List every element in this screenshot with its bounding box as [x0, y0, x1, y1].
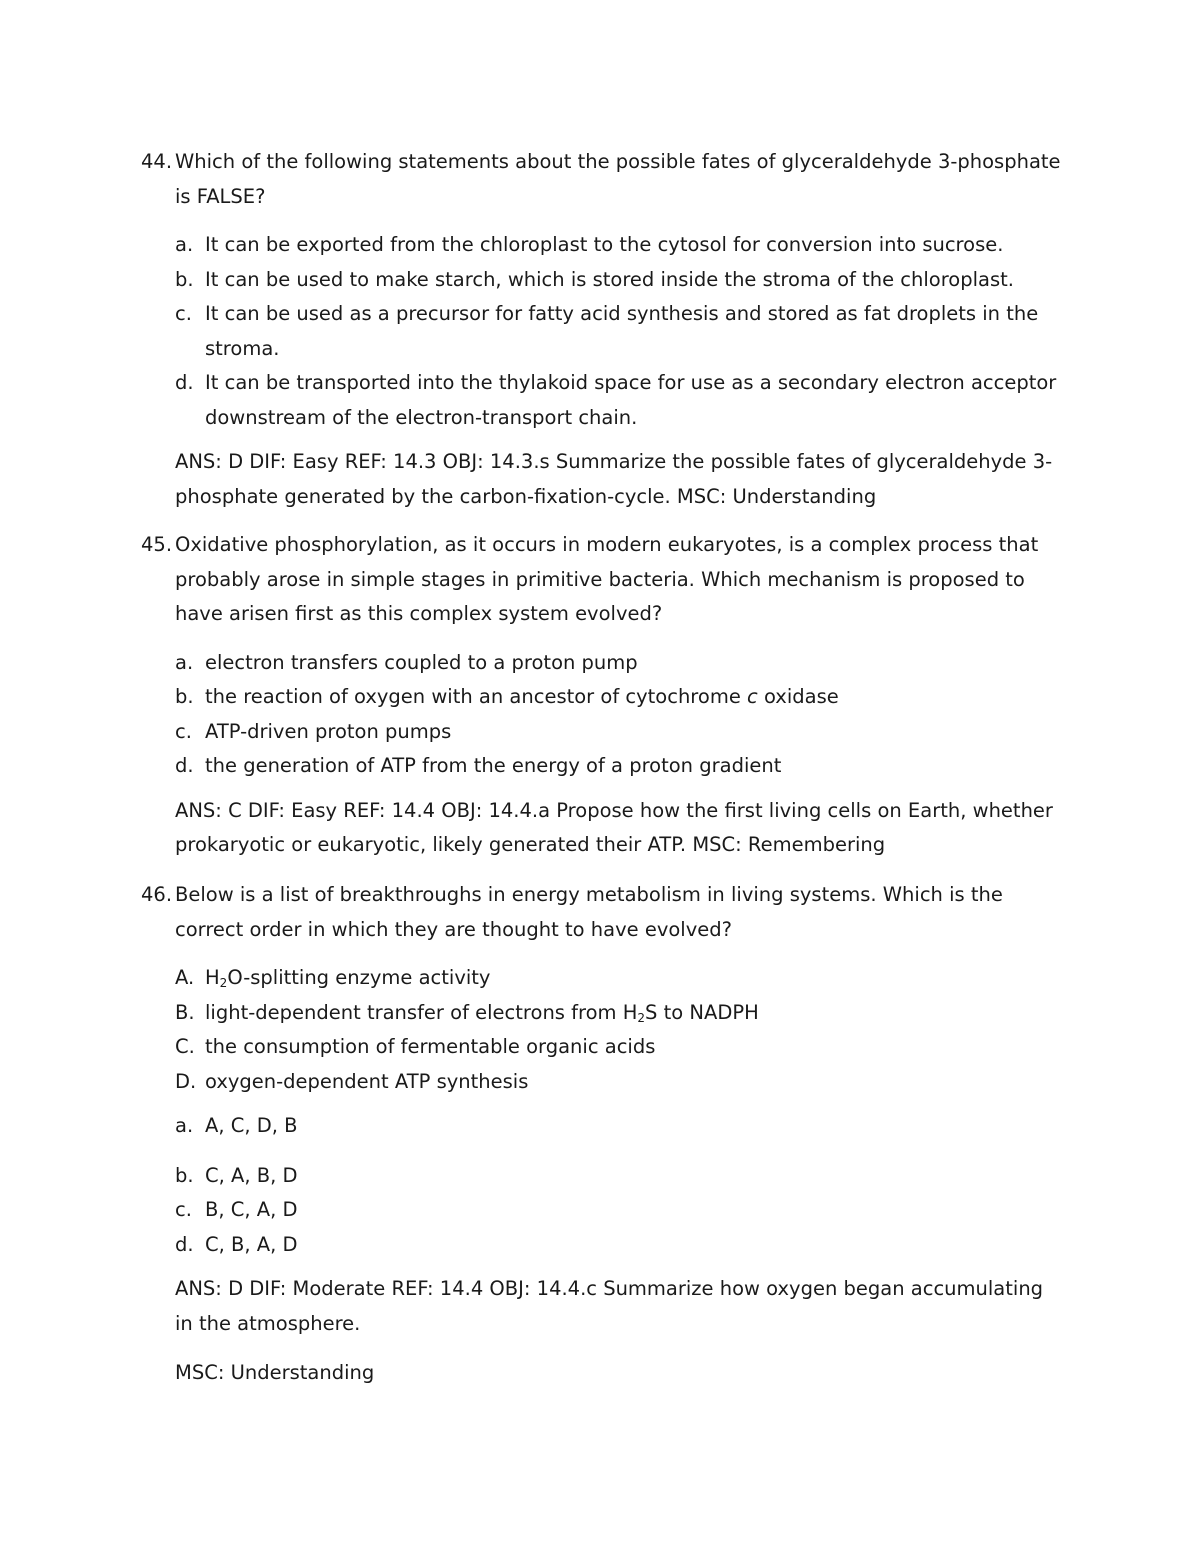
option-text-before: the reaction of oxygen with an ancestor of cytochrome [205, 685, 748, 708]
question-stem [141, 528, 1061, 632]
item-letter: A. [175, 966, 195, 989]
question-45 [141, 528, 1061, 863]
option-letter: b. [175, 1163, 194, 1187]
option-a [175, 228, 1061, 263]
question-text: Below is a list of breakthroughs in energy metabolism in living systems. Which is the correct order in which they are thought to have evolved? [175, 883, 1003, 941]
msc-label: MSC: Understanding [175, 1361, 375, 1384]
answer-key: ANS: D DIF: Moderate REF: 14.4 OBJ: 14.4.c Summarize how oxygen began accumulating in the atmosphere. [175, 1277, 1044, 1335]
question-number: 46. [141, 883, 173, 906]
subscript: 2 [637, 1010, 646, 1025]
item-letter: C. [175, 1035, 195, 1058]
option-c [175, 297, 1061, 366]
answer-options [141, 1109, 1061, 1262]
list-item-C [175, 1030, 1061, 1065]
question-stem [141, 145, 1061, 214]
question-44 [141, 145, 1061, 514]
option-letter: b. [175, 685, 194, 708]
option-b [175, 263, 1061, 298]
option-d [175, 1228, 1061, 1263]
option-text: It can be exported from the chloroplast to the cytosol for conversion into sucrose. [205, 233, 1004, 256]
item-text-post: O-splitting enzyme activity [227, 966, 491, 989]
question-46 [141, 878, 1061, 1391]
option-a [175, 646, 1061, 681]
answer-key: ANS: D DIF: Easy REF: 14.3 OBJ: 14.3.s Summarize the possible fates of glyceraldehyde 3-phosphate generated by the carbon-fixation-cycle. MSC: Understanding [175, 450, 1053, 508]
option-c [175, 1193, 1061, 1228]
option-d [175, 366, 1061, 435]
question-stem [141, 878, 1061, 947]
option-text-after: oxidase [757, 685, 839, 708]
option-letter: c. [175, 302, 192, 325]
item-letter: B. [175, 1000, 195, 1024]
option-text: B, C, A, D [205, 1198, 298, 1221]
option-b [175, 680, 1061, 715]
answer-key: ANS: C DIF: Easy REF: 14.4 OBJ: 14.4.a Propose how the first living cells on Earth, whether prokaryotic or eukaryotic, likely generated their ATP. MSC: Remembering [175, 798, 1053, 856]
breakthrough-list [141, 961, 1061, 1099]
item-text-post: S to NADPH [645, 1000, 759, 1024]
question-number: 44. [141, 150, 173, 173]
option-text [205, 685, 839, 708]
item-letter: D. [175, 1069, 197, 1093]
question-text: Which of the following statements about the possible fates of glyceraldehyde 3-phosphate is FALSE? [175, 150, 1061, 208]
option-letter: d. [175, 371, 194, 394]
option-letter: c. [175, 719, 192, 743]
option-text: C, B, A, D [205, 1232, 298, 1256]
option-text: ATP-driven proton pumps [205, 719, 452, 743]
option-text: It can be transported into the thylakoid space for use as a secondary electron acceptor downstream of the electron-transport chain. [205, 371, 1057, 429]
list-item-A [175, 961, 1061, 996]
option-d [175, 749, 1061, 784]
item-text [205, 966, 490, 989]
question-text: Oxidative phosphorylation, as it occurs in modern eukaryotes, is a complex process that probably arose in simple stages in primitive bacteria. Which mechanism is proposed to have arisen first as this complex system evolved? [175, 533, 1039, 625]
option-letter: a. [175, 650, 194, 674]
option-letter: a. [175, 1114, 194, 1137]
question-number: 45. [141, 533, 173, 556]
list-item-B [175, 996, 1061, 1031]
option-letter: d. [175, 1232, 194, 1256]
option-text: It can be used as a precursor for fatty acid synthesis and stored as fat droplets in the stroma. [205, 302, 1039, 360]
option-text: the generation of ATP from the energy of a proton gradient [205, 754, 782, 777]
option-text: electron transfers coupled to a proton pump [205, 650, 638, 674]
option-letter: b. [175, 267, 194, 291]
subscript: 2 [219, 976, 228, 990]
item-text [205, 1001, 759, 1024]
option-text: C, A, B, D [205, 1163, 298, 1187]
answer-options [141, 228, 1061, 435]
option-letter: d. [175, 754, 194, 777]
option-b [175, 1159, 1061, 1194]
item-text-pre: light-dependent transfer of electrons from H [205, 1000, 638, 1024]
option-text: A, C, D, B [205, 1114, 298, 1137]
option-text-italic: c [747, 685, 758, 708]
answer-options [141, 646, 1061, 784]
option-a [175, 1109, 1061, 1144]
option-letter: c. [175, 1198, 192, 1221]
item-text-pre: H [205, 966, 220, 989]
option-text: It can be used to make starch, which is stored inside the stroma of the chloroplast. [205, 267, 1014, 291]
option-letter: a. [175, 233, 194, 256]
option-c [175, 715, 1061, 750]
item-text: the consumption of fermentable organic acids [205, 1035, 656, 1058]
list-item-D [175, 1065, 1061, 1100]
item-text: oxygen-dependent ATP synthesis [205, 1069, 529, 1093]
